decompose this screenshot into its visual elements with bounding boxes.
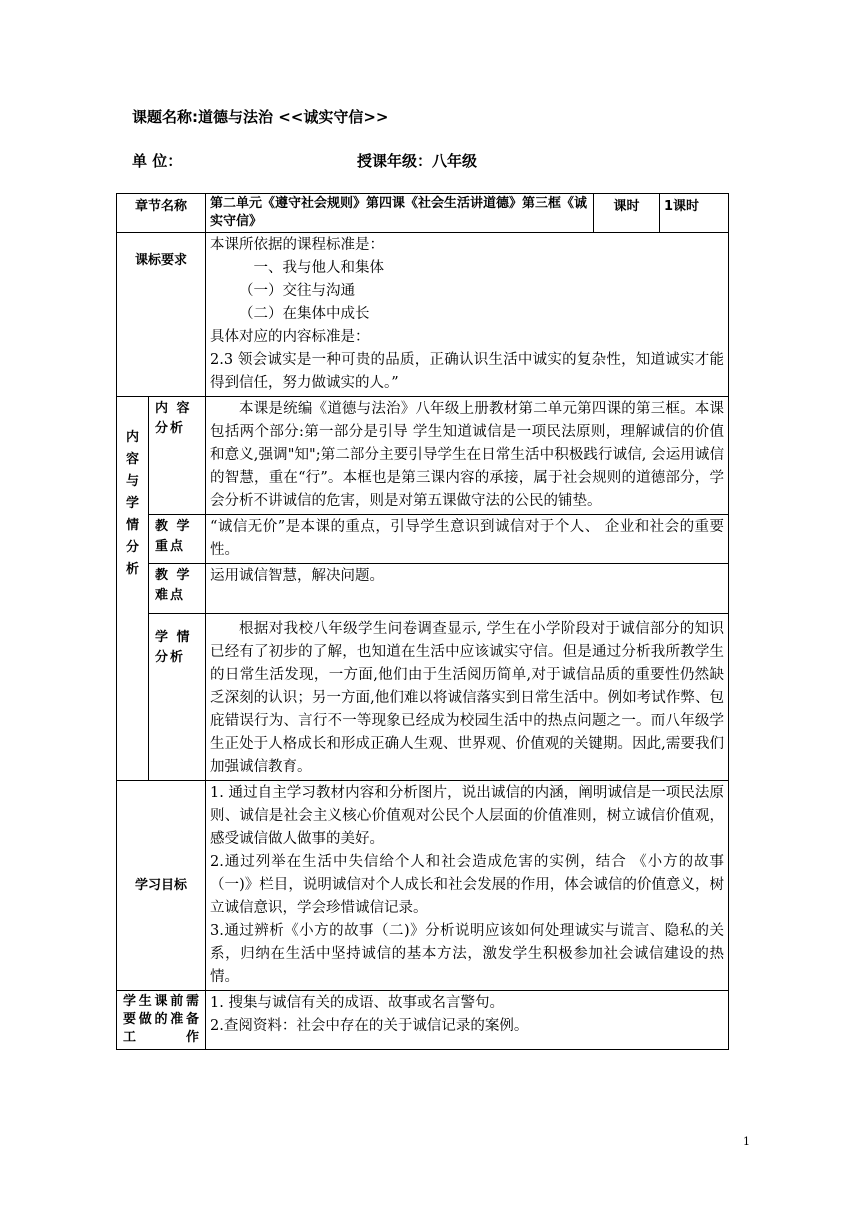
student-analysis-text <box>206 614 729 781</box>
difficulty-row <box>117 564 729 614</box>
page-number: 1 <box>743 1135 750 1148</box>
content-analysis-paragraph: 本课是统编《道德与法治》八年级上册教材第二单元第四课的第三框。本课包括两个部分:第一部分是引导 学生知道诚信是一项民法原则，理解诚信的价值和意义,强调"知";第二部分主要引导学生在日常生活中积极践行诚信, 会运用诚信的智慧，重在“行”。本框也是第三课内容的承接，属于社会规则的道德部分，学会分析不讲诚信的危害，则是对第五课做守法的公民的铺垫。 <box>210 401 725 509</box>
goals-label: 学习目标 <box>117 781 206 991</box>
standard-line: 2.3 领会诚实是一种可贵的品质，正确认识生活中诚实的复杂性，知道诚实才能得到信任，努力做诚实的人。” <box>210 352 725 391</box>
content-analysis-label: 内 容 分析 <box>149 397 206 515</box>
chapter-label: 章节名称 <box>117 194 206 233</box>
key-point-row <box>117 515 729 564</box>
key-point-paragraph: “诚信无价”是本课的重点，引导学生意识到诚信对于个人、 企业和社会的重要性。 <box>210 519 725 558</box>
goals-row <box>117 781 729 991</box>
analysis-label: 内 容 与 学 情 分 析 <box>125 430 139 577</box>
standard-label: 课标要求 <box>117 233 206 397</box>
student-analysis-paragraph: 根据对我校八年级学生问卷调查显示, 学生在小学阶段对于诚信部分的知识已经有了初步的了解，也知道在生活中应该诚实守信。但是通过分析我所教学生的日常生活发现，一方面,他们由于生活阅历简单,对于诚信品质的重要性仍然缺乏深刻的认识；另一方面,他们难以将诚信落实到日常生活中。例如考试作弊、包庇错误行为、言行不一等现象已经成为校园生活中的热点问题之一。而八年级学生正处于人格成长和形成正确人生观、世界观、价值观的关键期。因此,需要我们加强诚信教育。 <box>210 621 725 775</box>
student-analysis-row <box>117 614 729 781</box>
goal-item: 3.通过辨析《小方的故事（二)》分析说明应该如何处理诚实与谎言、隐私的关系，归纳在生活中坚持诚信的基本方法，激发学生积极参加社会诚信建设的热情。 <box>210 923 725 985</box>
chapter-row <box>117 194 729 233</box>
chapter-value: 第二单元《遵守社会规则》第四课《社会生活讲道德》第三框《诚实守信》 <box>206 194 594 233</box>
prep-item: 2.查阅资料：社会中存在的关于诚信记录的案例。 <box>210 1018 529 1034</box>
course-title: 课题名称:道德与法治 <<诚实守信>> <box>132 108 389 126</box>
prep-row <box>117 991 729 1050</box>
goals-content <box>206 781 729 991</box>
standard-line: 具体对应的内容标准是： <box>210 329 370 345</box>
content-analysis-row <box>117 397 729 515</box>
standard-line: 一、我与他人和集体 <box>253 260 385 276</box>
standard-line: 本课所依据的课程标准是： <box>210 237 385 253</box>
standard-line: （二）在集体中成长 <box>239 306 370 322</box>
lesson-plan-table <box>116 193 729 1050</box>
prep-item: 1. 搜集与诚信有关的成语、故事或名言警句。 <box>210 995 504 1011</box>
period-label: 课时 <box>594 194 660 233</box>
analysis-section-label <box>117 397 149 781</box>
student-analysis-label: 学 情 分析 <box>149 614 206 781</box>
prep-label: 学生课前需要做的准备工作 <box>117 991 206 1050</box>
period-value: 1课时 <box>660 194 729 233</box>
prep-content <box>206 991 729 1050</box>
standard-line: （一）交往与沟通 <box>239 283 356 299</box>
key-point-label: 教 学 重点 <box>149 515 206 564</box>
goal-item: 1. 通过自主学习教材内容和分析图片，说出诚信的内涵，阐明诚信是一项民法原则、诚信是社会主义核心价值观对公民个人层面的价值准则，树立诚信价值观，感受诚信做人做事的美好。 <box>210 785 725 847</box>
difficulty-label: 教 学 难点 <box>149 564 206 614</box>
difficulty-paragraph: 运用诚信智慧，解决问题。 <box>210 568 385 584</box>
standard-row <box>117 233 729 397</box>
key-point-text <box>206 515 729 564</box>
content-analysis-text <box>206 397 729 515</box>
goal-item: 2.通过列举在生活中失信给个人和社会造成危害的实例，结合 《小方的故事（一)》栏目，说明诚信对个人成长和社会发展的作用，体会诚信的价值意义，树立诚信意识，学会珍惜诚信记录。 <box>210 854 725 916</box>
grade-label: 授课年级：八年级 <box>357 152 478 170</box>
standard-content <box>206 233 729 397</box>
difficulty-text <box>206 564 729 614</box>
unit-label: 单 位： <box>132 152 183 170</box>
